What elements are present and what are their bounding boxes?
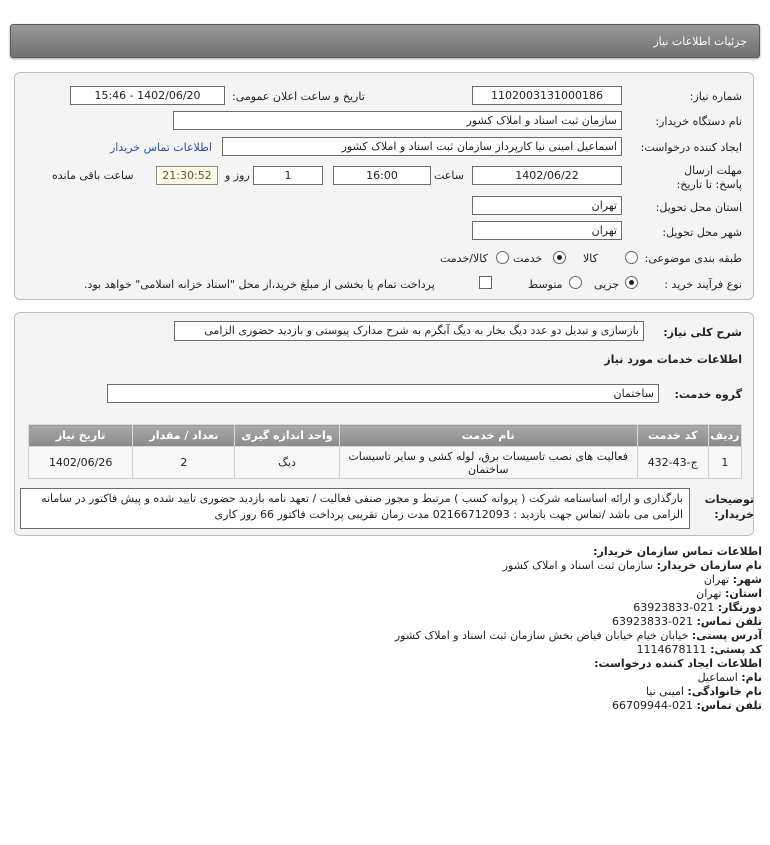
city-label: شهر: <box>732 573 762 586</box>
cell-code: ج-43-432 <box>637 447 708 479</box>
treasury-checkbox[interactable] <box>479 276 492 289</box>
phone: 021-63923833 <box>612 615 694 628</box>
need-info-panel <box>14 72 754 300</box>
service-group-field: ساختمان <box>107 384 659 403</box>
postal-label: کد پستی: <box>710 643 762 656</box>
deadline-time-label: ساعت <box>434 169 464 182</box>
creator-phone-label: تلفن تماس: <box>696 699 762 712</box>
category-service-radio[interactable] <box>553 251 566 264</box>
creator-label: ایجاد کننده درخواست: <box>640 141 742 154</box>
contact-info <box>2 545 762 713</box>
services-table <box>28 424 742 479</box>
province-field: تهران <box>472 196 622 215</box>
category-both-radio[interactable] <box>496 251 509 264</box>
announce-field: 1402/06/20 - 15:46 <box>70 86 225 105</box>
deadline-label: مهلت ارسال پاسخ: تا تاریخ: <box>676 164 742 191</box>
days-label: روز و <box>225 169 250 182</box>
creator-field: اسماعیل امینی نیا کارپرداز سازمان ثبت اسناد و املاک کشور <box>222 137 622 156</box>
category-label: طبقه بندی موضوعی: <box>644 252 742 265</box>
services-table-header <box>29 425 742 447</box>
col-name: نام خدمت <box>339 425 637 447</box>
remaining-time-field: 21:30:52 <box>156 166 218 185</box>
col-code: کد خدمت <box>637 425 708 447</box>
page-header <box>10 24 760 58</box>
category-service-label: خدمت <box>513 252 543 265</box>
buyer-notes-label: توضیحات خریدار: <box>704 493 754 521</box>
province-label: استان: <box>725 587 762 600</box>
table-row <box>29 447 742 479</box>
process-partial-radio[interactable] <box>625 276 638 289</box>
first-name: اسماعیل <box>697 671 738 684</box>
announce-label: تاریخ و ساعت اعلان عمومی: <box>232 90 365 103</box>
cell-date: 1402/06/26 <box>29 447 133 479</box>
cell-row: 1 <box>708 447 741 479</box>
fax-label: دورنگار: <box>717 601 762 614</box>
need-number-label: شماره نیاز: <box>689 90 742 103</box>
services-heading: اطلاعات خدمات مورد نیاز <box>604 353 742 366</box>
page-title: جزئیات اطلاعات نیاز <box>653 35 747 48</box>
process-partial-label: جزیی <box>594 278 620 291</box>
col-date: تاریخ نیاز <box>29 425 133 447</box>
cell-unit: دیگ <box>235 447 339 479</box>
buyer-contact-link[interactable]: اطلاعات تماس خریدار <box>110 141 212 154</box>
last-name: امینی نیا <box>645 685 684 698</box>
process-label: نوع فرآیند خرید : <box>664 278 742 291</box>
col-unit: واحد اندازه گیری <box>235 425 339 447</box>
col-row: ردیف <box>708 425 741 447</box>
treasury-note: پرداخت تمام یا بخشی از مبلغ خرید،از محل "اسناد خزانه اسلامی" خواهد بود. <box>84 278 435 291</box>
remaining-label: ساعت باقی مانده <box>52 169 134 182</box>
buyer-notes-field: بارگذاری و ارائه اساسنامه شرکت ( پروانه کسب ) مرتبط و مجوز صنفی فعالیت / تعهد نامه بازدید حضوری تایید شده و پیش فاکتور در سامانه الزامی می باشد /تماس جهت بازدید : 02166712093 مدت زمان تقریبی پرداخت فاکتور 66 روز کاری <box>20 488 690 529</box>
cell-name: فعالیت های نصب تاسیسات برق، لوله کشی و سایر تاسیسات ساختمان <box>339 447 637 479</box>
city-field: تهران <box>472 221 622 240</box>
org-heading: اطلاعات تماس سازمان خریدار: <box>593 545 762 558</box>
buyer-org-field: سازمان ثبت اسناد و املاک کشور <box>173 111 622 130</box>
process-medium-radio[interactable] <box>569 276 582 289</box>
first-name-label: نام: <box>741 671 762 684</box>
province-label: استان محل تحویل: <box>655 201 742 214</box>
description-label: شرح کلی نیاز: <box>663 326 742 339</box>
days-field: 1 <box>253 166 323 185</box>
fax: 021-63923833 <box>633 601 715 614</box>
col-qty: تعداد / مقدار <box>133 425 235 447</box>
buyer-org-label: نام دستگاه خریدار: <box>655 115 742 128</box>
cell-qty: 2 <box>133 447 235 479</box>
postal: 1114678111 <box>636 643 707 656</box>
org-name-label: نام سازمان خریدار: <box>656 559 762 572</box>
last-name-label: نام خانوادگی: <box>687 685 762 698</box>
process-medium-label: متوسط <box>528 278 563 291</box>
address-label: آدرس پستی: <box>691 629 762 642</box>
creator-phone: 021-66709944 <box>612 699 694 712</box>
deadline-time-field: 16:00 <box>333 166 431 185</box>
need-number-field: 1102003131000186 <box>472 86 622 105</box>
description-field: بازسازی و تبدیل دو عدد دیگ بخار به دیگ آبگرم به شرح مدارک پیوستی و بازدید حضوری الزامی <box>174 321 644 341</box>
province: تهران <box>696 587 722 600</box>
phone-label: تلفن تماس: <box>696 615 762 628</box>
category-goods-radio[interactable] <box>625 251 638 264</box>
city: تهران <box>703 573 730 586</box>
org-name: سازمان ثبت اسناد و املاک کشور <box>502 559 654 572</box>
city-label: شهر محل تحویل: <box>662 226 742 239</box>
creator-heading: اطلاعات ایجاد کننده درخواست: <box>594 657 762 670</box>
category-goods-label: کالا <box>583 252 598 265</box>
service-group-label: گروه خدمت: <box>674 388 742 401</box>
address: خیابان خیام خیابان فیاض بخش سازمان ثبت اسناد و املاک کشور <box>394 629 689 642</box>
deadline-date-field: 1402/06/22 <box>472 166 622 185</box>
category-both-label: کالا/خدمت <box>440 252 488 265</box>
